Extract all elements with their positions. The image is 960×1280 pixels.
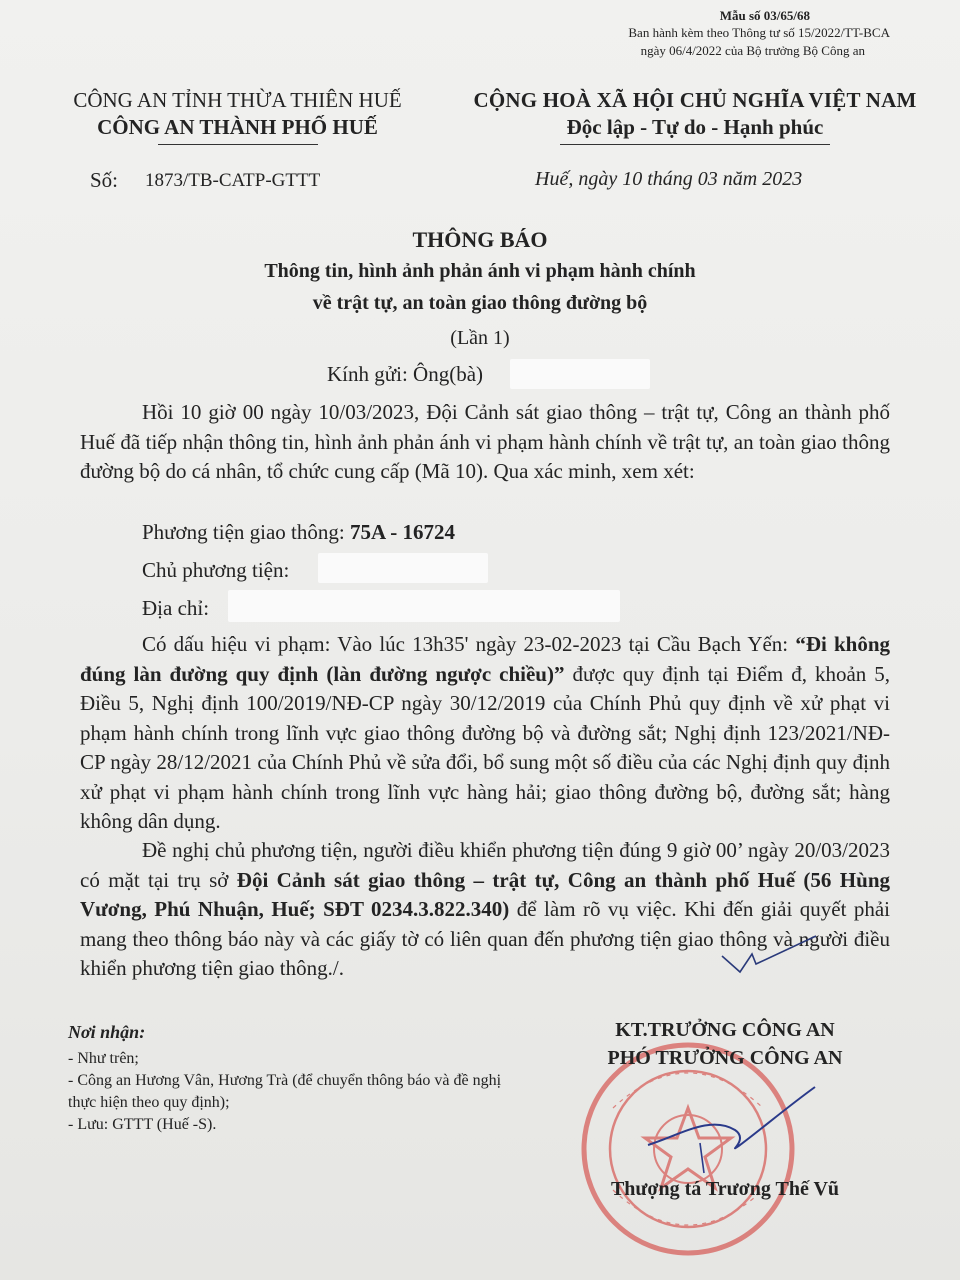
- national-title: CỘNG HOÀ XÃ HỘI CHỦ NGHĨA VIỆT NAM: [473, 88, 917, 112]
- recipients-heading: Nơi nhận:: [68, 1022, 146, 1042]
- owner-field: [142, 558, 289, 583]
- parent-agency: CÔNG AN TỈNH THỪA THIÊN HUẾ: [73, 88, 402, 112]
- vehicle-field: [142, 520, 455, 545]
- motto-underline: [560, 144, 830, 145]
- redacted-address: [228, 590, 620, 622]
- end-mark-stroke: [720, 928, 820, 978]
- recipients-item: - Lưu: GTTT (Huế -S).: [68, 1116, 217, 1133]
- address-field: [142, 596, 209, 621]
- recipients-item: - Công an Hương Vân, Hương Trà (để chuyển thông báo và đề nghị thực hiện theo quy định);: [68, 1072, 502, 1111]
- violation-legal-basis: được quy định tại Điểm đ, khoản 5, Điều 5, Nghị định 100/2019/NĐ-CP ngày 30/12/2019 của Chính Phủ quy định về xử phạt vi phạm hành chính trong lĩnh vực giao thông đường bộ và đường sắt; Nghị định 123/2021/NĐ-CP ngày 28/12/2021 của Chính Phủ về sửa đổi, bổ sung một số điều của các Nghị định quy định xử phạt vi phạm hành chính trong lĩnh vực hàng hải; giao thông đường bộ, đường sắt; hàng không dân dụng.: [80, 661, 890, 833]
- signature-title-block: [560, 1016, 890, 1072]
- form-reference-line-2: ngày 06/4/2022 của Bộ trưởng Bộ Công an: [640, 43, 865, 58]
- signer-title-2: PHÓ TRƯỞNG CÔNG AN: [607, 1047, 843, 1069]
- redacted-owner-name: [318, 553, 488, 583]
- document-subtitle-line-1: Thông tin, hình ảnh phản ánh vi phạm hành chính: [264, 260, 696, 282]
- form-number: Mẫu số 03/65/68: [719, 8, 810, 23]
- national-motto: Độc lập - Tự do - Hạnh phúc: [566, 115, 824, 139]
- address-label: Địa chỉ:: [142, 596, 210, 620]
- place-and-date: Huế, ngày 10 tháng 03 năm 2023: [535, 168, 803, 190]
- document-number: 1873/TB-CATP-GTTT: [145, 170, 321, 191]
- document-subtitle-line-2: về trật tự, an toàn giao thông đường bộ: [312, 292, 648, 314]
- paragraph-intro: Hồi 10 giờ 00 ngày 10/03/2023, Đội Cảnh sát giao thông – trật tự, Công an thành phố Huế đã tiếp nhận thông tin, hình ảnh phản ánh vi phạm hành chính về trật tự, an toàn giao thông đường bộ do cá nhân, tổ chức cung cấp (Mã 10). Qua xác minh, xem xét:: [80, 400, 890, 483]
- recipients-list: [68, 1048, 508, 1136]
- issuing-agency: CÔNG AN THÀNH PHỐ HUẾ: [97, 115, 378, 139]
- redacted-recipient-name: [510, 359, 650, 389]
- recipients-item: - Như trên;: [68, 1050, 139, 1067]
- form-reference-line-1: Ban hành kèm theo Thông tư số 15/2022/TT-BCA: [628, 25, 890, 40]
- violation-intro: Có dấu hiệu vi phạm: Vào lúc 13h35' ngày 23-02-2023 tại Cầu Bạch Yến:: [142, 632, 789, 656]
- signer-name: Thượng tá Trương Thế Vũ: [610, 1178, 840, 1200]
- agency-underline: [158, 144, 318, 145]
- handwritten-signature: [640, 1075, 820, 1175]
- recipient-line: Kính gửi: Ông(bà): [327, 362, 484, 386]
- request-place: Đội Cảnh sát giao thông – trật tự, Công an thành phố Huế (56 Hùng Vương, Phú Nhuận, Huế; SĐT 0234.3.822.340): [80, 867, 890, 921]
- vehicle-label: Phương tiện giao thông:: [142, 520, 350, 544]
- document-title: THÔNG BÁO: [412, 227, 548, 252]
- issuing-agency-header: [0, 86, 475, 145]
- vehicle-plate: 75A - 16724: [349, 520, 455, 544]
- document-number-label: Số:: [90, 168, 119, 192]
- request-intro: Đề nghị chủ phương tiện, người điều khiển phương tiện đúng 9 giờ 00’ ngày 20/03/2023 có mặt tại trụ sở: [80, 838, 890, 892]
- owner-label: Chủ phương tiện:: [142, 558, 290, 582]
- national-header: [430, 86, 960, 145]
- signer-title-1: KT.TRƯỞNG CÔNG AN: [615, 1019, 835, 1041]
- paragraph-violation: [80, 630, 890, 837]
- violation-name: “Đi không đúng làn đường quy định (làn đường ngược chiều)”: [80, 632, 891, 686]
- request-outro: để làm rõ vụ việc. Khi đến giải quyết phải mang theo thông báo này và các giấy tờ có liên quan đến phương tiện giao thông và người điều khiển phương tiện giao thông./.: [80, 897, 891, 980]
- notice-count: (Lần 1): [450, 327, 510, 349]
